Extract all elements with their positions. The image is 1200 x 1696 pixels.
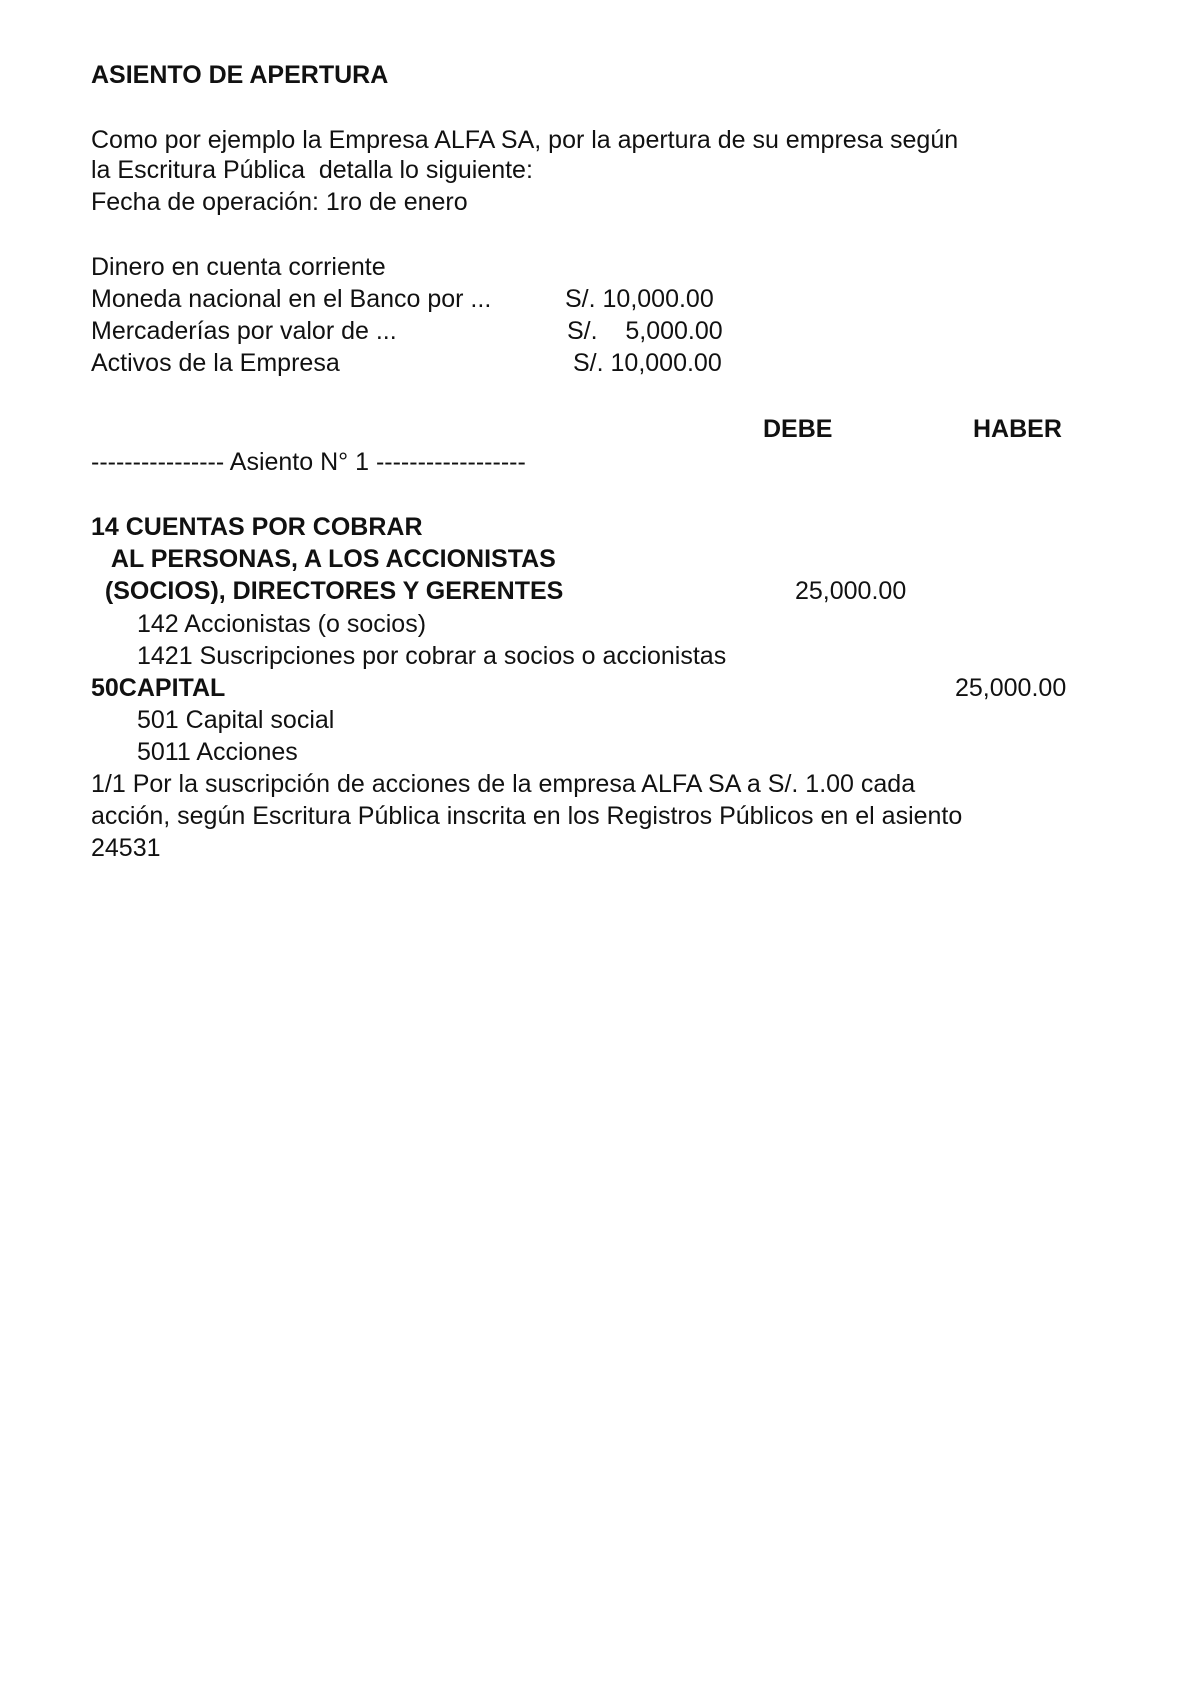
detail-label-merchandise: Mercaderías por valor de ... bbox=[91, 317, 397, 345]
document-title: ASIENTO DE APERTURA bbox=[91, 61, 389, 89]
entry-header: ---------------- Asiento N° 1 ------------------ bbox=[91, 448, 526, 476]
detail-amount-assets: S/. 10,000.00 bbox=[573, 349, 722, 377]
gloss-line-3: 24531 bbox=[91, 834, 161, 862]
column-header-debe: DEBE bbox=[763, 415, 833, 443]
column-header-haber: HABER bbox=[973, 415, 1062, 443]
account-14-title-cont-1: AL PERSONAS, A LOS ACCIONISTAS bbox=[91, 545, 556, 573]
subaccount-1421: 1421 Suscripciones por cobrar a socios o accionistas bbox=[137, 642, 727, 670]
account-50-title: 50CAPITAL bbox=[91, 674, 226, 702]
detail-label-assets: Activos de la Empresa bbox=[91, 349, 340, 377]
subaccount-142: 142 Accionistas (o socios) bbox=[137, 610, 427, 638]
intro-line-1: Como por ejemplo la Empresa ALFA SA, por la apertura de su empresa según bbox=[91, 126, 959, 154]
detail-label-bank: Moneda nacional en el Banco por ... bbox=[91, 285, 492, 313]
detail-amount-bank: S/. 10,000.00 bbox=[565, 285, 714, 313]
details-heading: Dinero en cuenta corriente bbox=[91, 253, 386, 281]
gloss-line-2: acción, según Escritura Pública inscrita en los Registros Públicos en el asiento bbox=[91, 802, 963, 830]
detail-amount-merchandise: S/. 5,000.00 bbox=[567, 317, 723, 345]
gloss-line-1: 1/1 Por la suscripción de acciones de la empresa ALFA SA a S/. 1.00 cada bbox=[91, 770, 916, 798]
subaccount-501: 501 Capital social bbox=[137, 706, 335, 734]
operation-date: Fecha de operación: 1ro de enero bbox=[91, 188, 468, 216]
account-14-debe-amount: 25,000.00 bbox=[795, 577, 907, 605]
account-14-title: 14 CUENTAS POR COBRAR bbox=[91, 513, 423, 541]
account-50-haber-amount: 25,000.00 bbox=[955, 674, 1067, 702]
account-14-title-cont-2: (SOCIOS), DIRECTORES Y GERENTES bbox=[91, 577, 564, 605]
intro-line-2: la Escritura Pública detalla lo siguiente: bbox=[91, 156, 533, 184]
subaccount-5011: 5011 Acciones bbox=[137, 738, 298, 766]
